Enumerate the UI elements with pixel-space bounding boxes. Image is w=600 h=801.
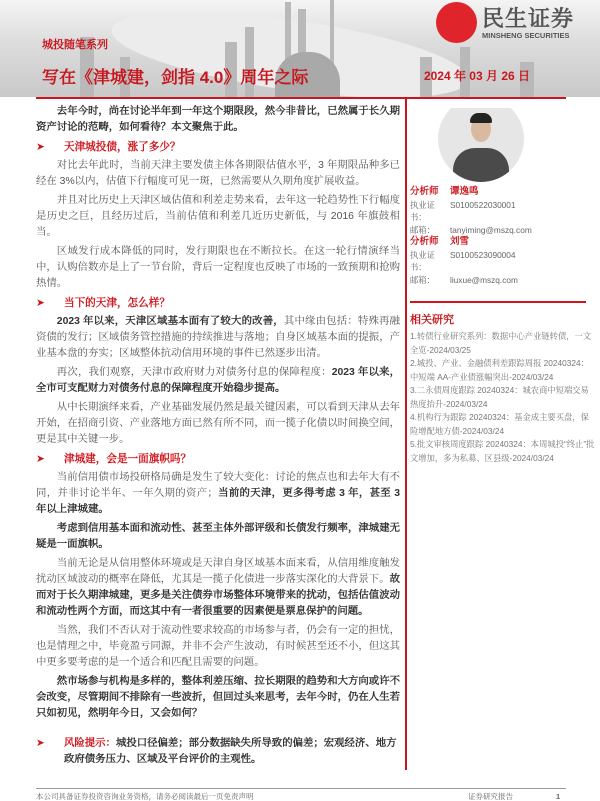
related-item[interactable]: 1.转债行业研究系列：数据中心产业链转债，一文全览-2024/03/25 [410, 331, 592, 355]
risk-warning: ➤ 风险提示：城投口径偏差；部分数据缺失所导致的偏差；宏观经济、地方政府债务压力、区域及平台评价的主观性。 [36, 736, 400, 768]
paragraph: 当前信用债市场投研格局确是发生了较大变化：讨论的焦点也和去年大有不同，并非讨论半年、一年久期的资产；当前的天津，更多得考虑 3 年，甚至 3 年以上津城建。 [36, 472, 400, 515]
footer [36, 788, 566, 800]
analyst-name: 谭逸鸣 [450, 186, 479, 197]
page-number: 1 [556, 792, 561, 801]
footer-disclaimer: 本公司具备证券投资咨询业务资格，请务必阅读最后一页免责声明 [36, 792, 254, 801]
analyst-name: 刘雪 [450, 236, 470, 247]
minsheng-logo: 民生证券 MINSHENG SECURITIES [436, 2, 600, 46]
paragraph: 并且对比历史上天津区域估值和利差走势来看，去年这一轮趋势性下行幅度是历史之巨，且经历过后，当前估值和利差几近历史新低，与 2016 年旗鼓相当。 [36, 195, 400, 238]
analyst-block: 分析师 谭逸鸣 执业证书： S0100522030001 邮箱： tanyiming@mszq.com 分析师 刘雪 执业证书： S0100523090004 邮箱： liuxue@mszq.com [410, 186, 532, 285]
paragraph: 再次，我们观察，天津市政府财力对债务付息的保障程度：2023 年以来，全市可支配财力对债务付息的保障程度开始稳步提高。 [36, 367, 400, 394]
intro-paragraph: 去年今时，尚在讨论半年到一年这个期限段，然今非昔比，已然属于长久期资产讨论的范畴，如何看待？本文聚焦于此。 [36, 106, 400, 133]
section-heading-2: ➤ 当下的天津，怎么样？ [36, 297, 170, 309]
related-research-list [410, 330, 596, 465]
arrow-icon: ➤ [36, 453, 45, 465]
analyst-email[interactable]: liuxue@mszq.com [450, 274, 518, 285]
related-item[interactable]: 2.城投、产业、金融债利差跟踪周报 20240324：中短端 AA-产业债涨幅突出-2024/03/24 [410, 358, 589, 382]
header-banner [0, 0, 600, 97]
paragraph: 2023 年以来，天津区域基本面有了较大的改善，其中缘由包括：特殊再融资债的发行；区域债务管控措施的持续推进与落地；自身区域基本面的提振，产业基本盘的夯实；区域整体抗动信用环境的事件已然逐步出清。 [36, 316, 400, 359]
arrow-icon: ➤ [36, 141, 45, 153]
paragraph: 考虑到信用基本面和流动性、甚至主体外部评级和长债发行频率，津城建无疑是一面旗帜。 [36, 523, 400, 550]
report-date: 2024 年 03 月 26 日 [423, 69, 530, 83]
arrow-icon: ➤ [36, 738, 45, 749]
report-series: 城投随笔系列 [42, 39, 108, 51]
section-heading-3: ➤ 津城建，会是一面旗帜吗？ [36, 453, 192, 465]
header-divider [36, 97, 566, 99]
analyst-photo [438, 108, 524, 182]
related-item[interactable]: 5.批文审核周度跟踪 20240324：本周城投“终止”批文增加，多为私募、区县级-2024/03/24 [410, 439, 595, 463]
report-title: 写在《津城建，剑指 4.0》周年之际 [42, 68, 309, 87]
analyst-email[interactable]: tanyiming@mszq.com [450, 224, 532, 235]
related-item[interactable]: 4.机构行为跟踪 20240324：基金成主要买盘，保险增配地方债-2024/03/24 [410, 412, 589, 436]
paragraph: 区域发行成本降低的同时，发行期限也在不断拉长。在这一轮行情演绎当中，认购倍数亦是上了一节台阶，背后一定程度也反映了市场的一致预期和抢购热情。 [36, 246, 400, 289]
logo-icon [436, 2, 477, 43]
footer-report-type: 证券研究报告 [468, 792, 513, 801]
section-heading-1: ➤ 天津城投债，涨了多少？ [36, 141, 181, 153]
paragraph: 对比去年此时，当前天津主要发债主体各期限估值水平，3 年期限品种多已经在 3%以内，估值下行幅度可见一斑，已然需要从久期角度扩展收益。 [36, 160, 400, 187]
sidebar [410, 100, 596, 465]
related-item[interactable]: 3.二永债周度跟踪 20240324：城农商中短端交易热度抬升-2024/03/24 [410, 385, 589, 409]
paragraph: 然市场参与机构是多样的，整体利差压缩、拉长期限的趋势和大方向或许不会改变，尽管期间不排除有一些波折，但回过头来思考，去年今时，仍在人生若只如初见，然明年今日，又会如何？ [36, 676, 400, 719]
arrow-icon: ➤ [36, 297, 45, 309]
paragraph: 当然，我们不否认对于流动性要求较高的市场参与者，仍会有一定的担忧，也是情理之中，毕竟盈亏同源，并非不会产生波动，有时候甚至还不小，但这其中更多要考虑的是一个适合和匹配且需要的问题。 [36, 625, 400, 668]
paragraph: 当前无论是从信用整体环境或是天津自身区域基本面来看，从信用维度触发扰动区域波动的概率在降低，尤其是一揽子化债进一步落实深化的大背景下。故而对于长久期津城建，更多是关注债券市场整体环境带来的扰动，包括估值波动和流动性两个方面，而这其中有一者很重要的因素便是票息保护的问题。 [36, 558, 400, 617]
sidebar-divider [410, 301, 586, 303]
related-research-title: 相关研究 [410, 314, 454, 326]
report-body [36, 104, 400, 774]
paragraph: 从中长期演绎来看，产业基础发展仍然是最关键因素，可以看到天津从去年开始，在招商引资、产业落地方面已然有所不同，而一揽子化债以时间换空间，更是其中关键一步。 [36, 402, 400, 445]
